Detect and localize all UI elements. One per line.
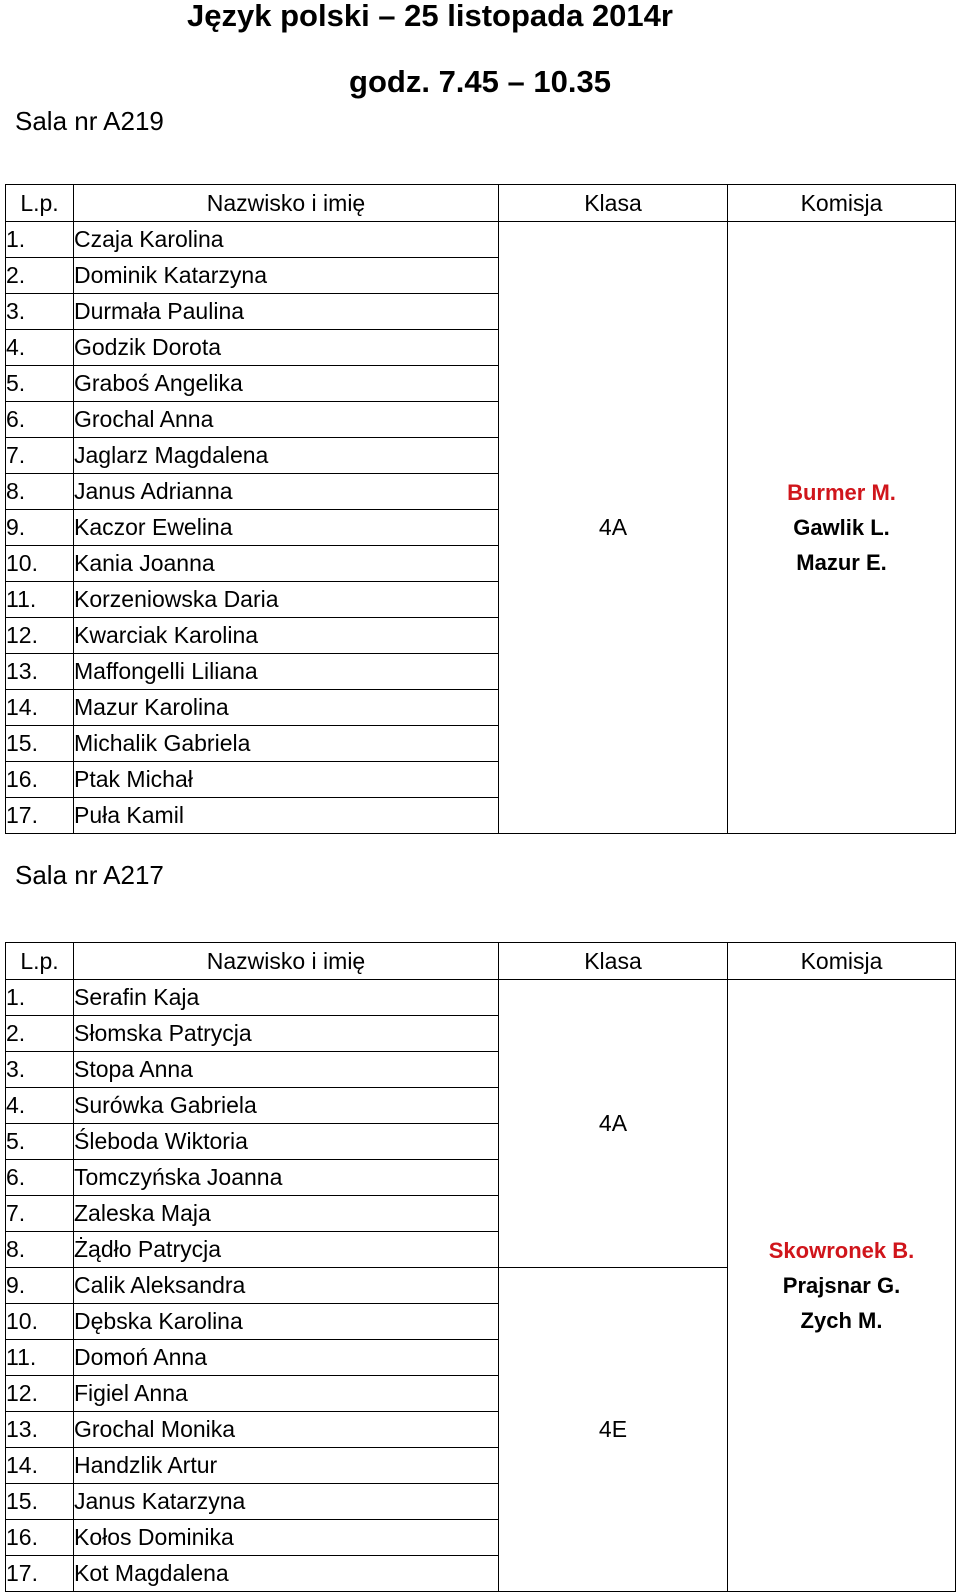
student-number: 15. bbox=[6, 1484, 74, 1520]
room-label-a217: Sala nr A217 bbox=[15, 860, 164, 890]
student-name: Durmała Paulina bbox=[74, 294, 499, 330]
column-header-lp: L.p. bbox=[6, 943, 74, 980]
student-name: Surówka Gabriela bbox=[74, 1088, 499, 1124]
student-number: 9. bbox=[6, 1268, 74, 1304]
column-header-klasa: Klasa bbox=[499, 185, 728, 222]
student-name: Figiel Anna bbox=[74, 1376, 499, 1412]
student-name: Korzeniowska Daria bbox=[74, 582, 499, 618]
student-name: Dominik Katarzyna bbox=[74, 258, 499, 294]
student-number: 10. bbox=[6, 1304, 74, 1340]
student-number: 14. bbox=[6, 1448, 74, 1484]
student-name: Michalik Gabriela bbox=[74, 726, 499, 762]
student-name: Graboś Angelika bbox=[74, 366, 499, 402]
column-header-lp: L.p. bbox=[6, 185, 74, 222]
column-header-name: Nazwisko i imię bbox=[74, 185, 499, 222]
student-number: 14. bbox=[6, 690, 74, 726]
student-number: 13. bbox=[6, 1412, 74, 1448]
student-number: 12. bbox=[6, 618, 74, 654]
student-name: Handzlik Artur bbox=[74, 1448, 499, 1484]
student-name: Zaleska Maja bbox=[74, 1196, 499, 1232]
table-row bbox=[6, 980, 956, 1016]
student-number: 1. bbox=[6, 980, 74, 1016]
student-number: 15. bbox=[6, 726, 74, 762]
student-number: 9. bbox=[6, 510, 74, 546]
student-number: 3. bbox=[6, 1052, 74, 1088]
column-header-komisja: Komisja bbox=[728, 943, 956, 980]
student-name: Janus Adrianna bbox=[74, 474, 499, 510]
table-row bbox=[6, 222, 956, 258]
commission-chair: Burmer M. bbox=[787, 480, 896, 505]
exam-time: godz. 7.45 – 10.35 bbox=[349, 64, 611, 99]
student-name: Calik Aleksandra bbox=[74, 1268, 499, 1304]
student-number: 3. bbox=[6, 294, 74, 330]
student-name: Kaczor Ewelina bbox=[74, 510, 499, 546]
student-number: 17. bbox=[6, 1556, 74, 1592]
table-header-row bbox=[6, 185, 956, 222]
student-name: Mazur Karolina bbox=[74, 690, 499, 726]
student-number: 2. bbox=[6, 258, 74, 294]
student-name: Słomska Patrycja bbox=[74, 1016, 499, 1052]
student-name: Puła Kamil bbox=[74, 798, 499, 834]
commission-chair: Skowronek B. bbox=[768, 1238, 915, 1263]
column-header-name: Nazwisko i imię bbox=[74, 943, 499, 980]
student-name: Kołos Dominika bbox=[74, 1520, 499, 1556]
column-header-komisja: Komisja bbox=[728, 185, 956, 222]
column-header-klasa: Klasa bbox=[499, 943, 728, 980]
student-number: 4. bbox=[6, 330, 74, 366]
student-number: 8. bbox=[6, 1232, 74, 1268]
student-number: 11. bbox=[6, 1340, 74, 1376]
student-number: 7. bbox=[6, 438, 74, 474]
student-name: Ptak Michał bbox=[74, 762, 499, 798]
student-number: 7. bbox=[6, 1196, 74, 1232]
class-cell: 4A bbox=[499, 222, 728, 834]
room-a217-table bbox=[5, 942, 956, 1592]
student-number: 16. bbox=[6, 1520, 74, 1556]
student-name: Godzik Dorota bbox=[74, 330, 499, 366]
student-number: 5. bbox=[6, 1124, 74, 1160]
student-name: Jaglarz Magdalena bbox=[74, 438, 499, 474]
student-number: 13. bbox=[6, 654, 74, 690]
commission-member: Gawlik L. bbox=[793, 515, 890, 540]
student-name: Czaja Karolina bbox=[74, 222, 499, 258]
student-number: 17. bbox=[6, 798, 74, 834]
commission-member: Zych M. bbox=[800, 1308, 883, 1333]
student-name: Grochal Monika bbox=[74, 1412, 499, 1448]
student-number: 5. bbox=[6, 366, 74, 402]
student-number: 8. bbox=[6, 474, 74, 510]
student-name: Kania Joanna bbox=[74, 546, 499, 582]
student-number: 10. bbox=[6, 546, 74, 582]
student-number: 4. bbox=[6, 1088, 74, 1124]
student-name: Serafin Kaja bbox=[74, 980, 499, 1016]
student-name: Janus Katarzyna bbox=[74, 1484, 499, 1520]
room-label-a219: Sala nr A219 bbox=[15, 106, 164, 136]
student-number: 1. bbox=[6, 222, 74, 258]
page-title: Język polski – 25 listopada 2014r bbox=[187, 0, 673, 33]
student-number: 6. bbox=[6, 402, 74, 438]
student-name: Śleboda Wiktoria bbox=[74, 1124, 499, 1160]
commission-cell bbox=[728, 980, 956, 1592]
student-name: Tomczyńska Joanna bbox=[74, 1160, 499, 1196]
room-a219-table bbox=[5, 184, 956, 834]
student-number: 2. bbox=[6, 1016, 74, 1052]
student-name: Kwarciak Karolina bbox=[74, 618, 499, 654]
student-number: 16. bbox=[6, 762, 74, 798]
student-name: Dębska Karolina bbox=[74, 1304, 499, 1340]
student-name: Grochal Anna bbox=[74, 402, 499, 438]
student-number: 12. bbox=[6, 1376, 74, 1412]
class-cell: 4E bbox=[499, 1268, 728, 1592]
commission-member: Mazur E. bbox=[796, 550, 887, 575]
student-name: Domoń Anna bbox=[74, 1340, 499, 1376]
student-name: Maffongelli Liliana bbox=[74, 654, 499, 690]
student-name: Stopa Anna bbox=[74, 1052, 499, 1088]
student-number: 11. bbox=[6, 582, 74, 618]
student-number: 6. bbox=[6, 1160, 74, 1196]
table-header-row bbox=[6, 943, 956, 980]
commission-cell bbox=[728, 222, 956, 834]
commission-member: Prajsnar G. bbox=[782, 1273, 901, 1298]
student-name: Kot Magdalena bbox=[74, 1556, 499, 1592]
class-cell: 4A bbox=[499, 980, 728, 1268]
student-name: Żądło Patrycja bbox=[74, 1232, 499, 1268]
